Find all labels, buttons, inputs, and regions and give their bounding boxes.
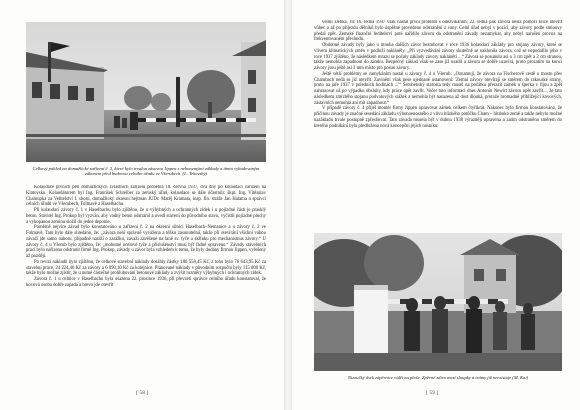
book-gutter: [284, 0, 292, 410]
left-paragraph: Poměrně nejvíce závad bylo konstatováno u zařízení č. 2 na okresní silnici Haselbach–Nemanice a u závory č. 2 ve Folmavě. Tam bylo dále shledáno, že: „závora není správně vyvážena a těžko zasunutelná, takže při otevírání všichni vábou závaží jde samo nahoru, případně naráží o zarážku, závaží zavěšené na laně sv. tyče u skřínku pro mechanismus závory.“ U závory č. 4 u Všerub bylo zjištěno, že: „mohutné ocelové tyče a příslušenství musí být řádně opraveno.“ Závady stavebních prací bylo nařízeno odstranit firmě Ing. Prokop, závady u závor byla vzhledem k tomu, že byly dodány firmou Jippen, vyřešeny až později.: [26, 225, 266, 259]
left-paragraph: Kolaudace prvních pěti domažlických zvláštních zařízení proběhla 18. června 1937, dva dny po kolaudaci zařízení na Klatovsku. Kolaudátorem byl Ing. František Schreiber za zemský úřad, kolaudace se dále účastnili: škpt. Ing. Vítězslav Chaloupka za Velitelství I. sboru, domažlický okresní hejtman JUDr. Matěj Kramata, insp. fin. stráže Jan Halama a správci celních úřadů ve Všerubech, Folmavě a Haselbachu.: [26, 185, 266, 208]
street-photo: [26, 22, 266, 162]
right-page-number: [ 59 ]: [426, 391, 439, 396]
street-photo-drawing: [26, 22, 266, 162]
right-paragraph: Obdobné závady byly jako u mnoha dalších závor beztohovat v roce 1936 kolaudaci základy pro stojany závory, které se vlivem klimatických změn v podloží nakláněly. „Při vyzvedávání závory skutečně se naklonila závora, což se nepodařilo jeho v roce 1937 zjištěno, že následkem mrazu se počaly základy závory nakláněti ...“ Závora se posunula asi o 3 cm zpět a 2 cm stranou, takže nemohla zapadnout do zámku. Bezpečný základ však se zase již usadil a závora se dobře uzavírá, proto prozatím na konci závory jsou ještě asi 3 mm místo pro posun závory.: [314, 43, 562, 71]
right-paragraph: Ještě větší problémy se zamykáním nastal u závory č. 4 u Všerub: „Oznamuji, že závora na Fischerově cestě u mostu přes Chambach nedá se již otevřít. Zavinění však nese ujednané ustanovení: 'Zemní závory otevírají se směrem do rakouské strany, proto na jaře 1937 v poledních hodinách ...'“ Šerubenský starosta tedy musel na počátku přerazit zámek u šperka v říjnu a zpět nahrazovat už po výpadku obsluhy, kdy práce opět zavřít. Večer tuto informaci dnes Antonín Newirt závoru opět zavřít..., že tato následkem zmrzlého stojanu podvalových srážek a nemohla být nasazena až dost dlouhá, protože hromadně přihlížející kovových, zástavních nemohla ani mít zapadnout.“: [314, 71, 562, 106]
left-body-text: [26, 185, 266, 377]
right-page: [292, 0, 580, 410]
left-page: [0, 0, 285, 410]
left-photo-caption: Celkový pohled na domažlické zařízení č. 3, které bylo trvalou zásuvou Jippen s nehonemými základy a tímto vybudovaným zákonem před budovou celního úřadu ve Všerubech. (L. Tekovský): [32, 166, 260, 177]
barrier-photo-drawing: [314, 233, 562, 371]
right-paragraph: velmi zlehka. Již 16. ledna 1937 však nastal první problém s odezvíkáním; 22. ledna pak závora nešla pomocí klíče otevřít vůbec a až po příjezdu dělníků bylo úspěšné provedeno odstranění z vany. Celní úřad nebyl v pozici, aby závory podle smlouvy předal zpět. Zemské finanční ředitelství poté nařídilo závoru do odstranění závady nezamykat, aby nebyl narušen provoz na frekventovaném přechodu.: [314, 20, 562, 43]
barrier-photo: [314, 233, 562, 371]
right-photo-caption: Nizoučký úsek zápěrnice vidět na ploše. Zpěvné zdivo mezi sloupky a trámy již neexistuje (M. Kai): [347, 375, 529, 380]
right-body-text: [314, 20, 562, 228]
right-paragraph: V případě závory č. 4 přijel montér firmy Jippen opravovat zámek celkem čtyřikrát. Nakonec bylo firmou konstatováno, že příčinou závady je značné sesedání základu výhonoenosného z vlivu blízkého potůčku Cham – hluboko země a takže nebylo možné nazákladu trvale postupně zpřesňovat. Tato závada musela být v dubnu 1938 výrazněji opravena a zatím odstraněno směrem do kterého podnikání byla předložena nová koncepční jejich nosníku.: [314, 106, 562, 129]
left-paragraph: Závora č. 1 u celnice v Haselbachu byla osazena 22. prosince 1936, při převzetí správce celního úřadu konstatoval, že kovová osoba dobře zapadá a brevo jde otevřít: [26, 277, 266, 288]
left-paragraph: Po revizi nákladů bylo zjištěno, že celkové stavební náklady dosáhly částky 106 558,45 Kč, z toho bylo 76 643,95 Kč za stavební práce, 24 224,40 Kč za závory a 6 090,10 Kč za kolejnice. Plánované náklady v původním rozpočtu byly 115 000 Kč, takže bylo možné zjistit, že u nutné částečné prohlubování betonové základy a zvýšit rozměry výhybných i ochranných zídek.: [26, 259, 266, 277]
left-page-number: [ 58 ]: [136, 391, 149, 396]
left-paragraph: Při kolaudaci závory č. 1 v Haselbachu bylo zjištěno, že u výhybných a ochranných zídek i u pojízdné části je prasklý beton. Stavitel Ing. Prokop byl vyzván, aby vadný beton odstranil a uvedl stavení do původního stavu, vyčistil pojízdné plochy a vykopanou zeminu složil do jedné deponie.: [26, 208, 266, 225]
